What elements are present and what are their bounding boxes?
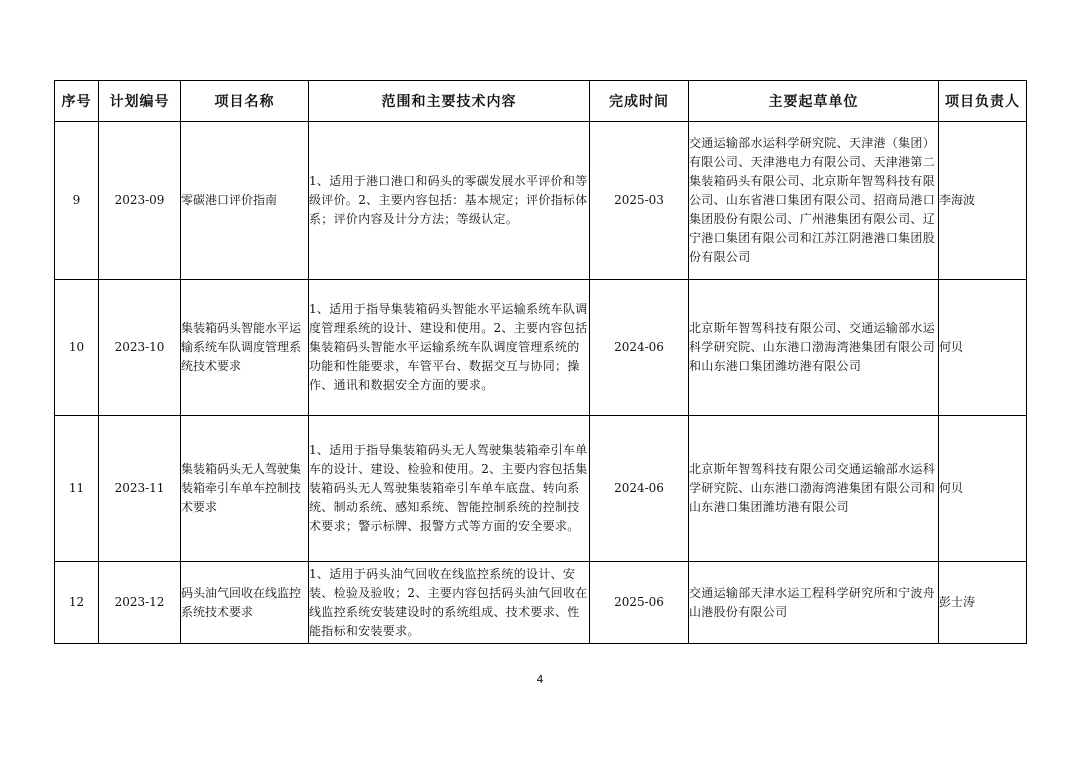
row-code: 2023-11 [99, 416, 181, 562]
row-units: 北京斯年智驾科技有限公司交通运输部水运科学研究院、山东港口渤海湾港集团有限公司和山东港口集团潍坊港有限公司 [689, 416, 939, 562]
row-no: 9 [55, 122, 99, 280]
row-no: 10 [55, 280, 99, 416]
table-row [55, 416, 1027, 562]
header-code: 计划编号 [99, 81, 181, 122]
row-content: 1、适用于指导集装箱码头无人驾驶集装箱牵引车单车的设计、建设、检验和使用。2、主要内容包括集装箱码头无人驾驶集装箱牵引车单车底盘、转向系统、制动系统、感知系统、智能控制系统的控制技术要求；警示标牌、报警方式等方面的安全要求。 [309, 416, 590, 562]
row-code: 2023-09 [99, 122, 181, 280]
row-person: 何贝 [939, 416, 1027, 562]
row-person: 何贝 [939, 280, 1027, 416]
row-units: 交通运输部天津水运工程科学研究所和宁波舟山港股份有限公司 [689, 562, 939, 644]
header-name: 项目名称 [181, 81, 309, 122]
header-person: 项目负责人 [939, 81, 1027, 122]
row-code: 2023-10 [99, 280, 181, 416]
header-units: 主要起草单位 [689, 81, 939, 122]
row-content: 1、适用于码头油气回收在线监控系统的设计、安装、检验及验收；2、主要内容包括码头油气回收在线监控系统安装建设时的系统组成、技术要求、性能指标和安装要求。 [309, 562, 590, 644]
row-date: 2024-06 [590, 416, 689, 562]
row-date: 2024-06 [590, 280, 689, 416]
table-row [55, 280, 1027, 416]
row-name: 码头油气回收在线监控系统技术要求 [181, 562, 309, 644]
row-person: 彭士涛 [939, 562, 1027, 644]
table-row [55, 122, 1027, 280]
standards-plan-table [54, 80, 1027, 644]
header-date: 完成时间 [590, 81, 689, 122]
row-units: 北京斯年智驾科技有限公司、交通运输部水运科学研究院、山东港口渤海湾港集团有限公司和山东港口集团潍坊港有限公司 [689, 280, 939, 416]
table-row [55, 562, 1027, 644]
table-header-row [55, 81, 1027, 122]
row-name: 集装箱码头无人驾驶集装箱牵引车单车控制技术要求 [181, 416, 309, 562]
row-name: 零碳港口评价指南 [181, 122, 309, 280]
page-number: 4 [536, 673, 544, 686]
row-content: 1、适用于港口港口和码头的零碳发展水平评价和等级评价。2、主要内容包括：基本规定；评价指标体系；评价内容及计分方法；等级认定。 [309, 122, 590, 280]
row-name: 集装箱码头智能水平运输系统车队调度管理系统技术要求 [181, 280, 309, 416]
header-no: 序号 [55, 81, 99, 122]
row-code: 2023-12 [99, 562, 181, 644]
row-no: 11 [55, 416, 99, 562]
row-date: 2025-03 [590, 122, 689, 280]
row-content: 1、适用于指导集装箱码头智能水平运输系统车队调度管理系统的设计、建设和使用。2、主要内容包括集装箱码头智能水平运输系统车队调度管理系统的功能和性能要求，车管平台、数据交互与协同；操作、通讯和数据安全方面的要求。 [309, 280, 590, 416]
row-units: 交通运输部水运科学研究院、天津港（集团）有限公司、天津港电力有限公司、天津港第二集装箱码头有限公司、北京斯年智驾科技有限公司、山东省港口集团有限公司、招商局港口集团股份有限公司、广州港集团有限公司、辽宁港口集团有限公司和江苏江阴港港口集团股份有限公司 [689, 122, 939, 280]
header-content: 范围和主要技术内容 [309, 81, 590, 122]
row-no: 12 [55, 562, 99, 644]
row-person: 李海波 [939, 122, 1027, 280]
row-date: 2025-06 [590, 562, 689, 644]
